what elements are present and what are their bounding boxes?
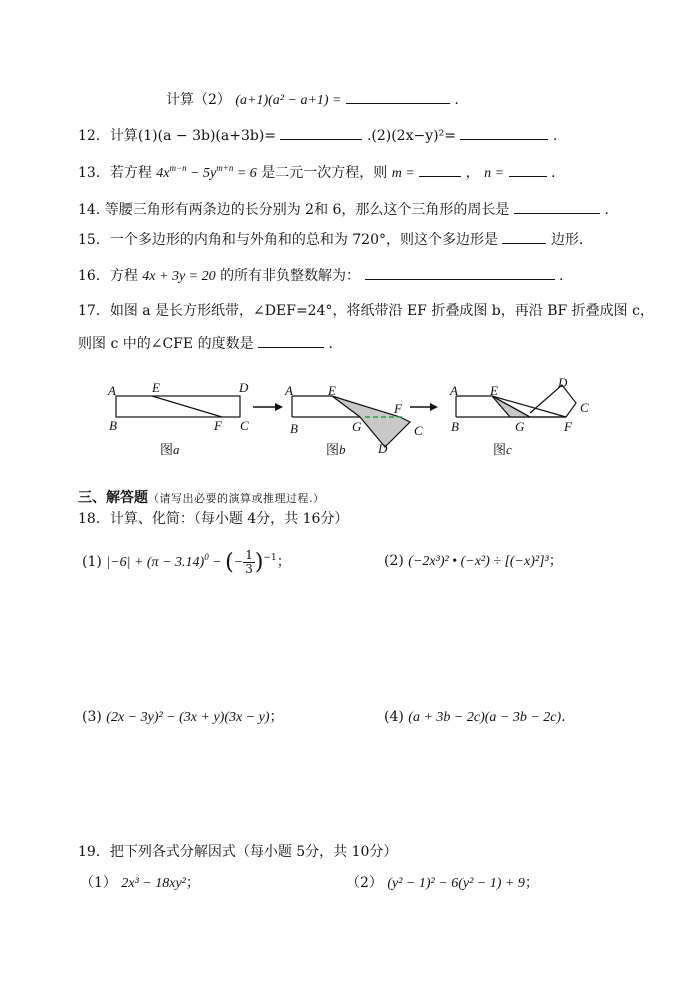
q18-p3-expression: (2x − 3y)² − (3x + y)(3x − y) [106, 710, 270, 725]
q17-answer-blank[interactable] [258, 333, 324, 348]
question-17-line-2 [78, 333, 333, 353]
q19-part-1 [80, 874, 200, 893]
q13-m-label: m = [391, 166, 415, 181]
q18-p3-end: ； [269, 709, 284, 725]
q11-label: 计算（2） [166, 92, 231, 108]
fig-c-label-C: C [580, 400, 589, 415]
q18-part-2 [384, 552, 563, 571]
fig-c-caption: 图c [493, 442, 512, 458]
fig-a-fold-line-ef [152, 396, 222, 417]
fig-b-label-G: G [352, 419, 362, 434]
fig-c-label-G: G [515, 419, 525, 434]
q18-p1-end: ； [276, 554, 291, 570]
q18-part-3 [82, 708, 284, 727]
q18-p2-expression: (−2x³)² • (−x²) ÷ [(−x)²]³ [408, 554, 549, 569]
q17-end: . [328, 336, 333, 352]
q19-p2-expression: (y² − 1)² − 6(y² − 1) + 9 [387, 876, 525, 891]
fig-b-label-E: E [328, 383, 336, 398]
fig-b-caption: 图b [326, 442, 346, 458]
q13-m-blank[interactable] [419, 162, 461, 177]
fig-a-label-A: A [108, 383, 116, 398]
q12-end: . [552, 128, 558, 144]
q12-answer-blank-1[interactable] [280, 125, 362, 140]
fig-b-label-F: F [394, 401, 402, 416]
fig-a-rectangle [116, 396, 240, 417]
q13-text: 13．若方程 [78, 165, 152, 181]
q13-sep: ， [465, 165, 480, 181]
q12-text: 12．计算(1)(a − 3b)(a+3b)= [78, 128, 277, 144]
q18-p1-label: (1) [82, 554, 102, 570]
fig-a-label-C: C [240, 418, 249, 433]
question-19-title: 19．把下列各式分解因式（每小题 5分，共 10分） [78, 844, 398, 860]
question-12 [78, 125, 557, 145]
fig-c-label-D: D [558, 375, 568, 390]
fig-a-label-B: B [109, 418, 117, 433]
section-3-note: （请写出必要的演算或推理过程.） [148, 492, 325, 505]
q16-end: . [558, 268, 564, 284]
q14-text: 14. 等腰三角形有两条边的长分别为 2和 6，那么这个三角形的周长是 [78, 202, 510, 218]
fig-c-label-B: B [451, 419, 459, 434]
q16-expression: 4x + 3y = 20 [142, 269, 216, 284]
fig-c-label-F: F [564, 419, 572, 434]
q19-part-2 [346, 874, 539, 893]
fig-c-label-A: A [450, 383, 458, 398]
q13-n-label: n = [484, 166, 505, 181]
section-3-header [78, 489, 325, 508]
q19-p1-label: （1） [80, 875, 117, 891]
q12-mid: .(2)(2x−y)²= [366, 128, 456, 144]
fig-a-caption: 图a [160, 442, 180, 458]
fig-a-label-F: F [214, 418, 222, 433]
q11-end: . [454, 92, 459, 108]
q18-p1-exponent: −1 [263, 553, 277, 563]
q19-p2-label: （2） [346, 875, 383, 891]
q11-answer-blank[interactable] [346, 89, 450, 104]
question-16 [78, 265, 563, 286]
q11-expression: (a+1)(a² − a+1) = [235, 93, 342, 108]
question-13 [78, 162, 555, 183]
fig-c-label-E: E [490, 383, 498, 398]
q18-p4-end: . [561, 709, 566, 725]
folding-figure [100, 375, 600, 469]
fig-c-flap [530, 385, 576, 417]
q13-n-blank[interactable] [509, 162, 547, 177]
q14-answer-blank[interactable] [514, 199, 600, 214]
q13-end: . [550, 165, 556, 181]
fig-a-label-E: E [152, 380, 160, 395]
fig-b-label-B: B [290, 421, 298, 436]
q19-p1-expression: 2x³ − 18xy² [121, 876, 186, 891]
fig-b-label-A: A [285, 383, 293, 398]
q18-p1-minus: − [208, 555, 226, 570]
fig-b-label-D: D [378, 441, 388, 456]
q14-end: . [604, 202, 609, 218]
q12-answer-blank-2[interactable] [460, 125, 548, 140]
q18-p1-expr-a: $|-6| + (\pi - 3.14)^0$ [106, 552, 209, 570]
arrow-b-to-c-head [430, 403, 438, 411]
q17-line-2-text: 则图 c 中的∠CFE 的度数是 [78, 336, 254, 352]
q18-p4-label: (4) [384, 709, 404, 725]
question-11 [166, 89, 459, 110]
q15-end: 边形. [550, 232, 584, 248]
fig-a-label-D: D [239, 380, 249, 395]
q18-p2-end: ； [548, 553, 563, 569]
fig-b-label-C: C [414, 423, 423, 438]
section-3-title: 三、解答题 [78, 490, 148, 506]
question-18-title: 18．计算、化简：（每小题 4分，共 16分） [78, 511, 349, 527]
q13-expression: $4x^{m-n} - 5y^{m+n} = 6$ [156, 163, 257, 181]
q13-mid: 是二元一次方程，则 [261, 165, 388, 181]
question-14 [78, 199, 609, 219]
q16-answer-blank[interactable] [365, 265, 555, 280]
q18-p3-label: (3) [82, 709, 102, 725]
arrow-a-to-b-head [275, 403, 283, 411]
q19-p2-end: ； [524, 875, 539, 891]
q18-p4-expression: (a + 3b − 2c)(a − 3b − 2c) [408, 710, 562, 725]
q18-part-4 [384, 708, 566, 727]
q18-part-1: (1) $|-6| + (\pi - 3.14)^0$ − (− $\frac{1}{3}$ )$^{-1}$； [82, 547, 291, 576]
question-15 [78, 229, 583, 249]
q16-text: 16．方程 [78, 268, 138, 284]
question-17-line-1: 17．如图 a 是长方形纸带，∠DEF=24°，将纸带沿 EF 折叠成图 b，再沿 BF 折叠成图 c， [78, 303, 654, 319]
q15-answer-blank[interactable] [502, 229, 546, 244]
q18-p1-fraction: $\frac{1}{3}$ [245, 547, 253, 576]
q18-p2-label: (2) [384, 553, 404, 569]
q19-p1-end: ； [185, 875, 200, 891]
q16-mid: 的所有非负整数解为： [220, 268, 361, 284]
q15-text: 15．一个多边形的内角和与外角和的总和为 720°，则这个多边形是 [78, 232, 498, 248]
